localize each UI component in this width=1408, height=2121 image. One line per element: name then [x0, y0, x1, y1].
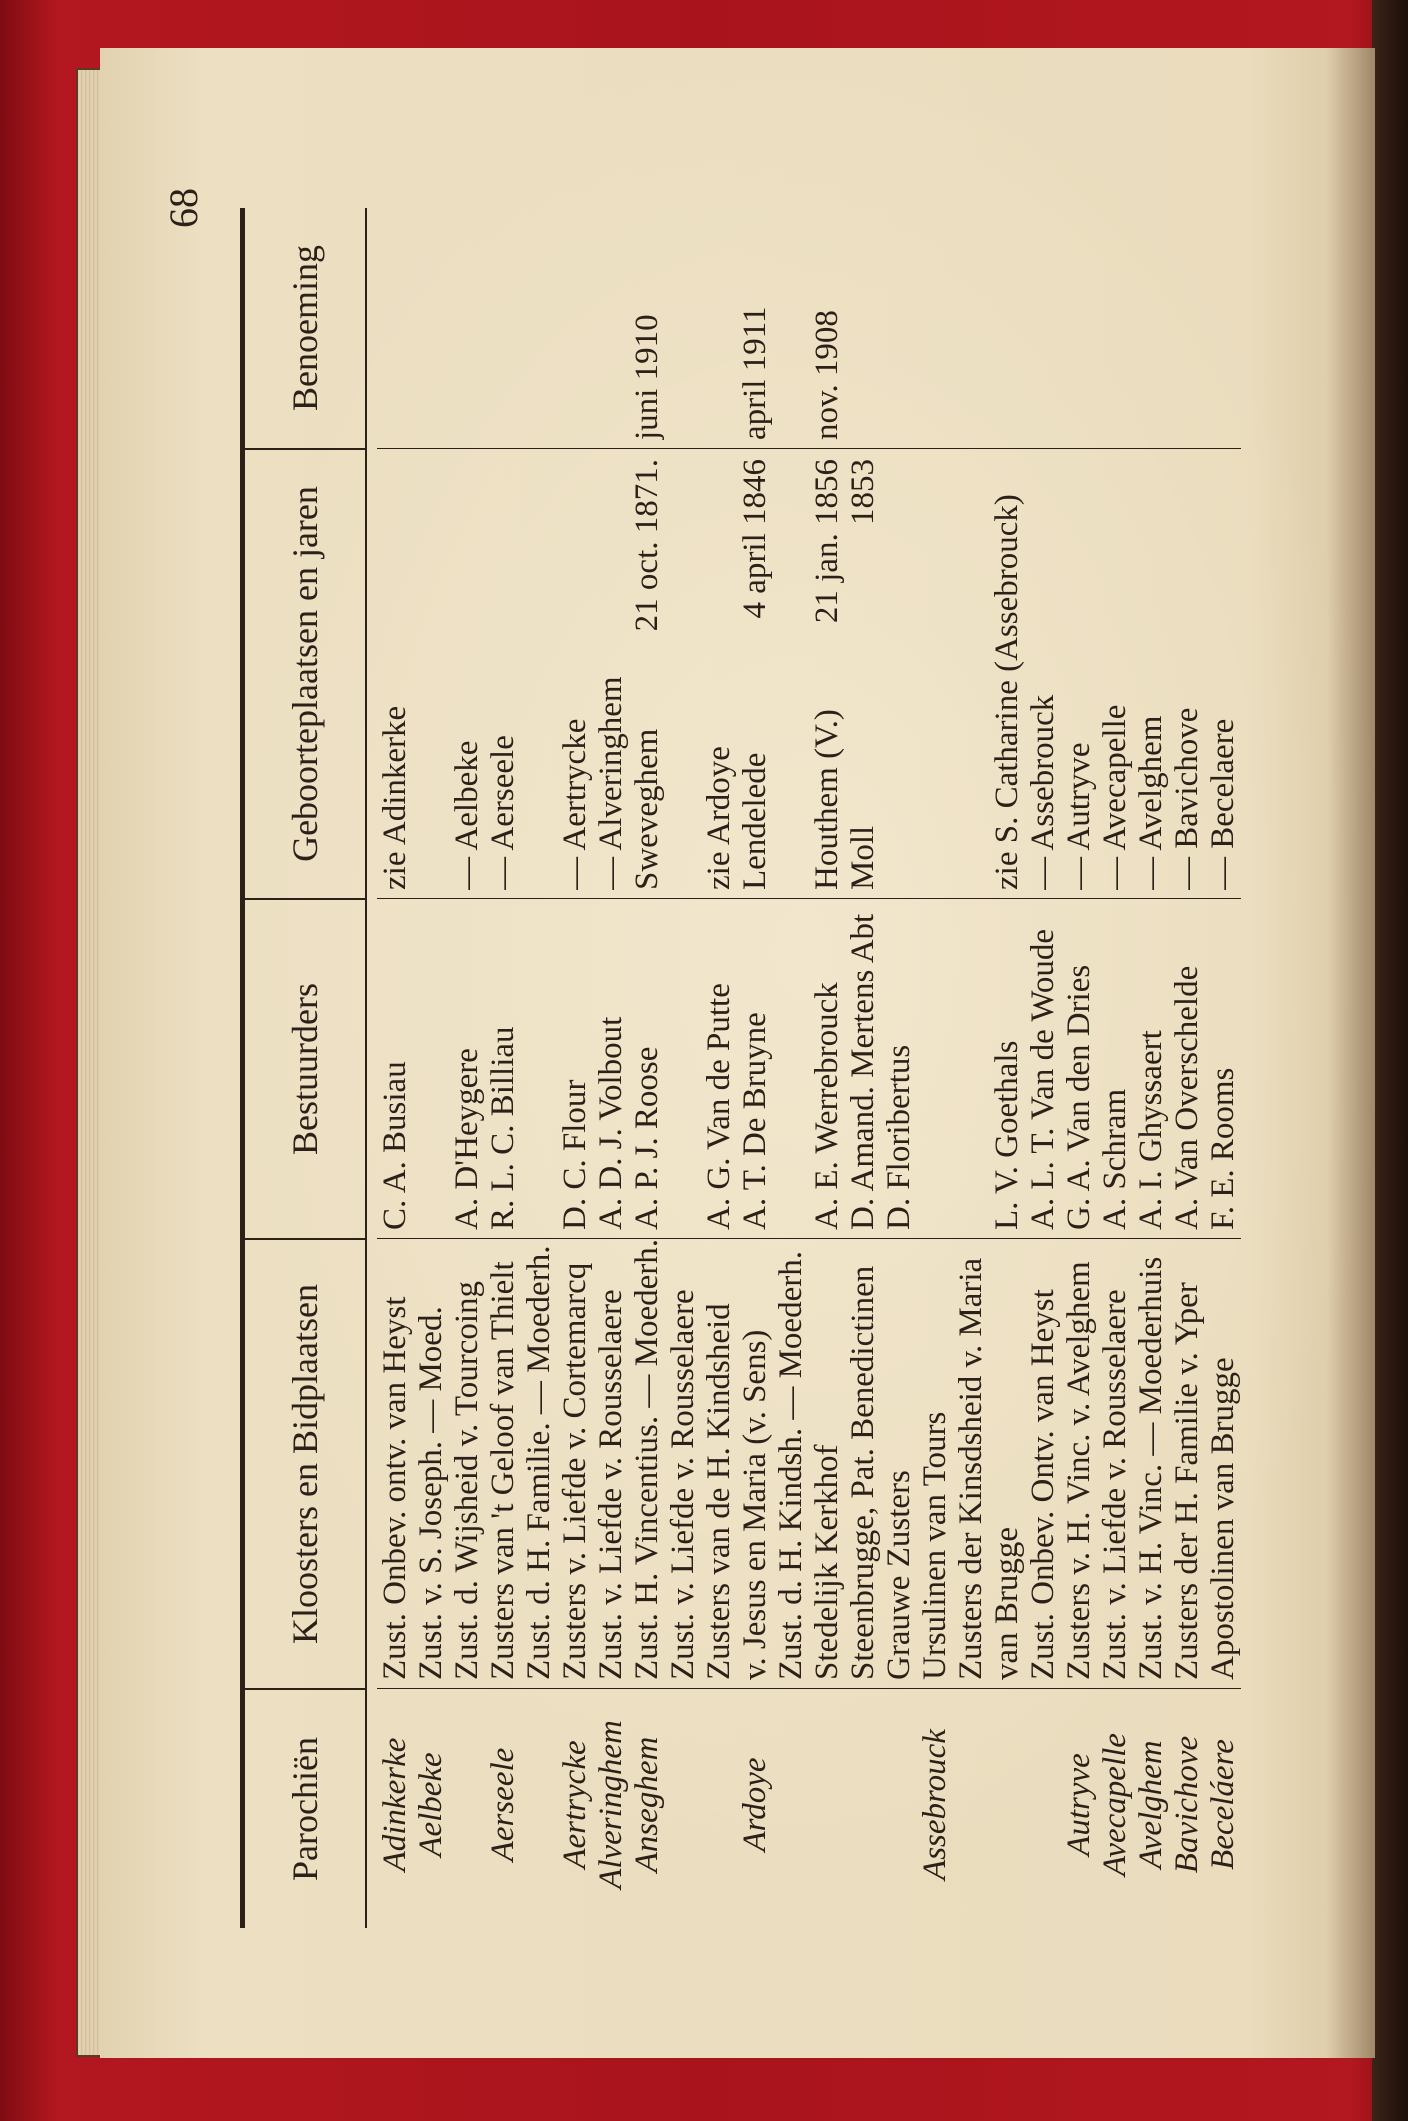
geboorte-cell	[1025, 449, 1061, 890]
column-kloosters	[377, 1238, 1241, 1688]
benoeming-cell	[449, 208, 485, 440]
parochie-cell	[665, 1689, 701, 1920]
geboorte-cell	[1205, 449, 1241, 890]
geboorteplaats: — Aelbeke	[449, 740, 485, 890]
klooster-cell: Zust. v. Liefde v. Rousselaere	[665, 1289, 701, 1680]
geboorte-cell	[1061, 449, 1097, 890]
klooster-cell: Ursulinen van Tours	[917, 1411, 953, 1680]
geboorte-cell	[593, 449, 629, 890]
geboortejaar	[557, 449, 593, 459]
benoeming-cell	[773, 208, 809, 440]
geboorte-cell	[377, 449, 413, 890]
klooster-cell: Zust. Onbev. Ontv. van Heyst	[1025, 1289, 1061, 1680]
klooster-cell: Zust. H. Vincentius. — Moederh.	[629, 1239, 665, 1680]
bestuurder-cell	[665, 899, 701, 1230]
page-gutter	[1327, 48, 1375, 2058]
bestuurder-cell: A. P. J. Roose	[629, 1046, 665, 1230]
klooster-cell: Zusters v. H. Vinc. v. Avelghem	[1061, 1261, 1097, 1680]
geboortejaar	[593, 449, 629, 459]
parochie-cell	[701, 1689, 737, 1920]
geboortejaar	[953, 449, 989, 459]
page-number: 68	[161, 188, 206, 228]
benoeming-cell	[665, 208, 701, 440]
benoeming-cell	[953, 208, 989, 440]
geboortejaar	[1097, 449, 1133, 459]
parochie-cell: Aertrycke	[557, 1740, 593, 1869]
book-spine	[1372, 0, 1408, 2121]
geboorte-cell	[1169, 449, 1205, 890]
klooster-cell: v. Jesus en Maria (v. Sens)	[737, 1329, 773, 1680]
geboorte-cell	[521, 449, 557, 890]
geboortejaar	[377, 449, 413, 459]
bestuurder-cell	[413, 899, 449, 1230]
parochie-cell	[953, 1689, 989, 1920]
parochie-cell: Alveringhem	[593, 1720, 629, 1889]
benoeming-cell	[557, 208, 593, 440]
header-kloosters: Kloosters en Bidplaatsen	[245, 1238, 365, 1688]
geboorte-cell	[953, 449, 989, 890]
geboorte-cell	[917, 449, 953, 890]
geboorteplaats: zie Adinkerke	[377, 705, 413, 890]
geboorteplaats: — Aerseele	[485, 735, 521, 890]
bestuurder-cell: A. Van Overschelde	[1169, 965, 1205, 1230]
geboortejaar	[1205, 449, 1241, 459]
bestuurder-cell: A. E. Werrebrouck	[809, 982, 845, 1230]
klooster-cell: Stedelijk Kerkhof	[809, 1444, 845, 1680]
bestuurder-cell	[917, 899, 953, 1230]
parochie-cell: Autryve	[1061, 1753, 1097, 1856]
geboortejaar	[701, 449, 737, 459]
benoeming-cell	[593, 208, 629, 440]
header-parochien: Parochiën	[245, 1688, 365, 1928]
benoeming-cell: juni 1910	[629, 314, 665, 440]
bestuurder-cell: A. G. Van de Putte	[701, 983, 737, 1230]
klooster-cell: Zusters der H. Familie v. Yper	[1169, 1282, 1205, 1680]
parochie-cell: Aerseele	[485, 1747, 521, 1862]
geboorteplaats: — Avecapelle	[1097, 704, 1133, 890]
bestuurder-cell: A. I. Ghyssaert	[1133, 1030, 1169, 1230]
geboortejaar: 4 april 1846	[737, 459, 773, 619]
geboorte-cell	[665, 449, 701, 890]
header-bestuurders: Bestuurders	[245, 898, 365, 1238]
klooster-cell: Grauwe Zusters	[881, 1470, 917, 1680]
geboorte-cell	[881, 449, 917, 890]
benoeming-cell	[989, 208, 1025, 440]
geboortejaar	[1133, 449, 1169, 459]
benoeming-cell	[701, 208, 737, 440]
bestuurder-cell: A. L. T. Van de Woude	[1025, 928, 1061, 1230]
geboorte-cell	[845, 449, 881, 890]
parochie-cell: Anseghem	[629, 1736, 665, 1873]
geboortejaar	[917, 449, 953, 459]
benoeming-cell: nov. 1908	[809, 310, 845, 440]
bestuurder-cell: L. V. Goethals	[989, 1040, 1025, 1230]
table-body	[367, 208, 1241, 1928]
header-benoeming: Benoeming	[285, 245, 325, 411]
geboorteplaats: — Aertrycke	[557, 718, 593, 890]
geboorte-cell	[1097, 449, 1133, 890]
geboorteplaats: Moll	[845, 825, 881, 890]
geboortejaar	[521, 449, 557, 459]
benoeming-cell	[1061, 208, 1097, 440]
geboorteplaats: Sweveghem	[629, 728, 665, 890]
geboorte-cell	[773, 449, 809, 890]
geboortejaar	[1025, 449, 1061, 459]
benoeming-cell	[1025, 208, 1061, 440]
klooster-cell: Zust. d. Wijsheid v. Tourcoing	[449, 1280, 485, 1680]
bestuurder-cell	[953, 899, 989, 1230]
klooster-cell: Zust. v. S. Joseph. — Moed.	[413, 1306, 449, 1680]
benoeming-cell	[881, 208, 917, 440]
geboorte-cell	[701, 449, 737, 890]
klooster-cell: Zust. d. H. Familie. — Moederh.	[521, 1245, 557, 1680]
benoeming-cell	[521, 208, 557, 440]
geboorte-cell	[809, 449, 845, 890]
bestuurder-cell: D. Floribertus	[881, 1044, 917, 1230]
geboortejaar	[665, 449, 701, 459]
parochie-cell	[845, 1689, 881, 1920]
klooster-cell: Apostolinen van Brugge	[1205, 1357, 1241, 1680]
register-table	[240, 208, 1241, 1928]
geboortejaar	[449, 449, 485, 459]
bestuurder-cell: F. E. Rooms	[1205, 1067, 1241, 1230]
parochie-cell: Avecapelle	[1097, 1733, 1133, 1876]
parochie-cell	[521, 1689, 557, 1920]
geboorteplaats: — Assebrouck	[1025, 694, 1061, 890]
benoeming-cell	[845, 208, 881, 440]
parochie-cell	[773, 1689, 809, 1920]
bestuurder-cell: G. A. Van den Dries	[1061, 964, 1097, 1230]
bestuurder-cell: C. A. Busiau	[377, 1061, 413, 1230]
geboorteplaats: Houthem (V.)	[809, 709, 845, 890]
geboortejaar	[413, 449, 449, 459]
klooster-cell: van Brugge	[989, 1526, 1025, 1680]
table-header	[245, 208, 367, 1928]
geboorteplaats: — Alveringhem	[593, 676, 629, 890]
klooster-cell: Steenbrugge, Pat. Benedictinen	[845, 1265, 881, 1680]
geboortejaar: 21 oct. 1871.	[629, 459, 665, 632]
geboortejaar: 21 jan. 1856	[809, 459, 845, 624]
parochie-cell	[809, 1689, 845, 1920]
benoeming-cell	[1205, 208, 1241, 440]
geboorteplaats: — Bavichove	[1169, 707, 1205, 890]
geboortejaar	[485, 449, 521, 459]
klooster-cell: Zust. v. H. Vinc. — Moederhuis	[1133, 1256, 1169, 1680]
bestuurder-cell: D. C. Flour	[557, 1079, 593, 1230]
parochie-cell: Avelghem	[1133, 1740, 1169, 1869]
parochie-cell: Ardoye	[737, 1757, 773, 1852]
column-parochien	[377, 1688, 1241, 1928]
benoeming-cell	[485, 208, 521, 440]
header-geboorteplaatsen: Geboorteplaatsen en jaren	[245, 448, 365, 898]
geboortejaar	[989, 449, 1025, 459]
geboorte-cell	[413, 449, 449, 890]
geboortejaar	[1061, 449, 1097, 459]
bestuurder-cell: R. L. C. Billiau	[485, 1026, 521, 1230]
parochie-cell	[881, 1689, 917, 1920]
geboorteplaats: Lendelede	[737, 752, 773, 890]
geboorte-cell	[737, 449, 773, 890]
geboorteplaats: — Becelaere	[1205, 718, 1241, 890]
geboorte-cell	[557, 449, 593, 890]
column-benoeming	[377, 208, 1241, 448]
benoeming-cell	[917, 208, 953, 440]
parochie-cell	[449, 1689, 485, 1920]
bestuurder-cell	[521, 899, 557, 1230]
benoeming-cell	[1133, 208, 1169, 440]
bestuurder-cell: D. Amand. Mertens Abt	[845, 913, 881, 1230]
klooster-cell: Zusters der Kinsdsheid v. Maria	[953, 1257, 989, 1680]
benoeming-cell	[1097, 208, 1133, 440]
bestuurder-cell: A. D'Heygere	[449, 1048, 485, 1230]
klooster-cell: Zusters van 't Geloof van Thielt	[485, 1261, 521, 1680]
geboortejaar	[1169, 449, 1205, 459]
column-bestuurders	[377, 898, 1241, 1238]
klooster-cell: Zust. Onbev. ontv. van Heyst	[377, 1296, 413, 1680]
geboorte-cell	[1133, 449, 1169, 890]
klooster-cell: Zust. v. Liefde v. Rousselaere	[1097, 1289, 1133, 1680]
geboorte-cell	[449, 449, 485, 890]
klooster-cell: Zusters v. Liefde v. Cortemarcq	[557, 1262, 593, 1680]
klooster-cell: Zusters van de H. Kindsheid	[701, 1303, 737, 1680]
rotated-content	[160, 168, 1241, 1948]
geboortejaar	[881, 449, 917, 459]
parochie-cell: Adinkerke	[377, 1737, 413, 1872]
geboorte-cell	[485, 449, 521, 890]
bestuurder-cell: A. D. J. Volbout	[593, 1016, 629, 1230]
bestuurder-cell	[773, 899, 809, 1230]
bestuurder-cell: A. T. De Bruyne	[737, 1012, 773, 1230]
geboorteplaats: — Avelghem	[1133, 715, 1169, 890]
benoeming-cell: april 1911	[737, 306, 773, 440]
klooster-cell: Zust. v. Liefde v. Rousselaere	[593, 1289, 629, 1680]
benoeming-cell	[1169, 208, 1205, 440]
parochie-cell: Aelbeke	[413, 1752, 449, 1857]
parochie-cell: Bavichove	[1169, 1735, 1205, 1874]
geboorte-cell	[989, 449, 1025, 890]
parochie-cell	[989, 1689, 1025, 1920]
geboortejaar: 1853	[845, 459, 881, 525]
geboortejaar	[773, 449, 809, 459]
benoeming-cell	[377, 208, 413, 440]
parochie-cell: Assebrouck	[917, 1729, 953, 1880]
klooster-cell: Zust. d. H. Kindsh. — Moederh.	[773, 1251, 809, 1680]
benoeming-cell	[413, 208, 449, 440]
geboorte-cell	[629, 449, 665, 890]
geboorteplaats: zie S. Catharine (Assebrouck)	[989, 494, 1025, 890]
geboorteplaats: — Autryve	[1061, 742, 1097, 890]
parochie-cell: Beceláere	[1205, 1739, 1241, 1870]
bestuurder-cell: A. Schram	[1097, 1088, 1133, 1230]
column-geboorteplaatsen	[377, 448, 1241, 898]
book-page	[100, 48, 1375, 2058]
geboorteplaats: zie Ardoye	[701, 746, 737, 890]
parochie-cell	[1025, 1689, 1061, 1920]
